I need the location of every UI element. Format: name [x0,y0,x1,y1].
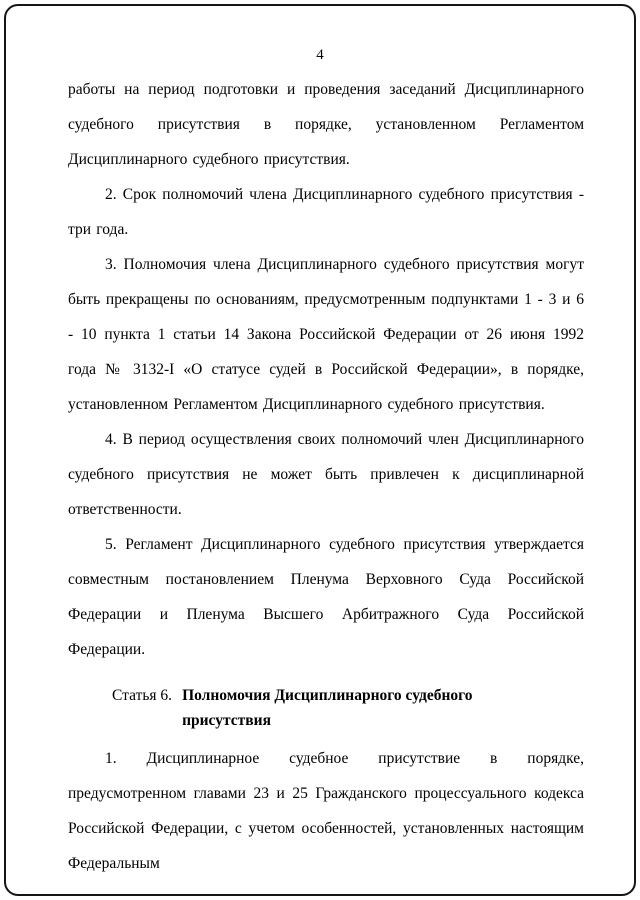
paragraph-5: 5. Регламент Дисциплинарного судебного присутствия утверждается совместным постановлением Пленума Верховного Суда Российской Федерации и Пленума Высшего Арбитражного Суда Российской Федерации. [68,536,584,658]
article-label: Статья 6. [112,687,173,704]
paragraph-6: 1. Дисциплинарное судебное присутствие в порядке, предусмотренном главами 23 и 25 Гражданского процессуального кодекса Российской Федерации, с учетом особенностей, установленных настоящим Федеральным [68,750,584,872]
article-heading [68,683,584,733]
document-content [0,64,640,881]
paragraph-3: 3. Полномочия члена Дисциплинарного судебного присутствия могут быть прекращены по основаниям, предусмотренным подпунктами 1 - 3 и 6 - 10 пункта 1 статьи 14 Закона Российской Федерации от 26 июня 1992 года № 3132-I «О статусе судей в Российской Федерации», в порядке, установленном Регламентом Дисциплинарного судебного присутствия. [68,256,584,413]
paragraph-2: 2. Срок полномочий члена Дисциплинарного судебного присутствия - три года. [68,186,584,238]
paragraph-4: 4. В период осуществления своих полномочий член Дисциплинарного судебного присутствия не может быть привлечен к дисциплинарной ответственности. [68,431,584,518]
article-title: Полномочия Дисциплинарного судебного присутствия [182,687,473,729]
page-number: 4 [316,47,324,63]
paragraph-1: работы на период подготовки и проведения заседаний Дисциплинарного судебного присутствия в порядке, установленном Регламентом Дисциплинарного судебного присутствия. [68,81,584,168]
